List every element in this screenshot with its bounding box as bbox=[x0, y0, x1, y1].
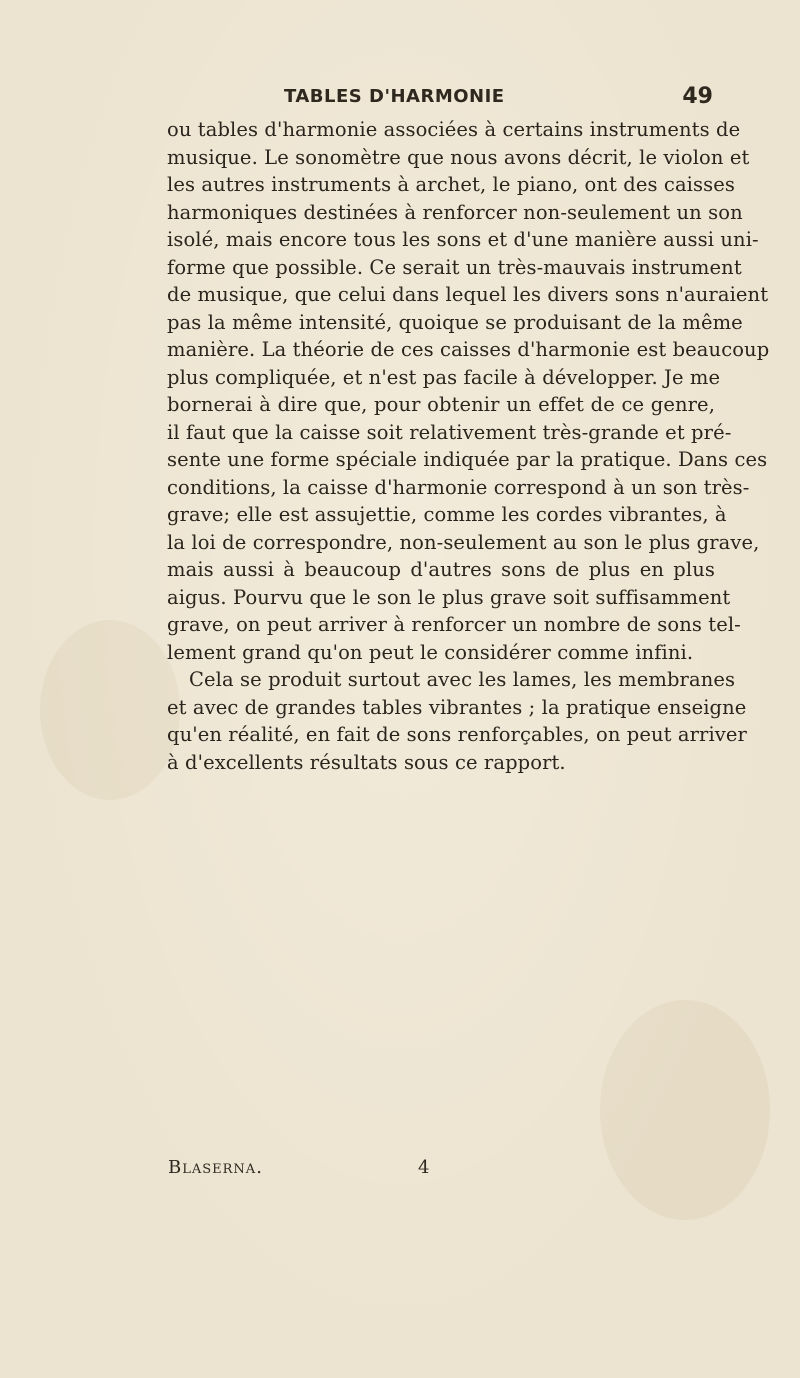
text-line: forme que possible. Ce serait un très-mauvais instrument bbox=[167, 255, 742, 279]
text-line: grave; elle est assujettie, comme les cordes vibrantes, à bbox=[167, 503, 727, 526]
body-text bbox=[167, 116, 770, 776]
text-line: pas la même intensité, quoique se produisant de la même bbox=[167, 310, 743, 334]
signature-author: Blaserna. bbox=[168, 1157, 263, 1178]
text-line: la loi de correspondre, non-seulement au son le plus grave, bbox=[167, 530, 760, 554]
text-line: mais aussi à beaucoup d'autres sons de plus en plus bbox=[167, 558, 715, 581]
running-header bbox=[168, 86, 713, 116]
text-line: à d'excellents résultats sous ce rapport. bbox=[167, 750, 566, 774]
text-line: isolé, mais encore tous les sons et d'une manière aussi uni- bbox=[167, 228, 759, 251]
text-line: Cela se produit surtout avec les lames, les membranes bbox=[189, 668, 736, 691]
paper-stain bbox=[600, 1000, 770, 1220]
text-line: les autres instruments à archet, le piano, ont des caisses bbox=[167, 173, 735, 196]
text-line: il faut que la caisse soit relativement très-grande et pré- bbox=[167, 420, 732, 444]
signature-number: 4 bbox=[418, 1157, 430, 1178]
text-line: plus compliquée, et n'est pas facile à développer. Je me bbox=[167, 365, 721, 389]
paragraph bbox=[167, 116, 770, 666]
text-line: conditions, la caisse d'harmonie correspond à un son très- bbox=[167, 475, 750, 499]
text-line: aigus. Pourvu que le son le plus grave soit suffisamment bbox=[167, 585, 731, 609]
text-line: qu'en réalité, en fait de sons renforçables, on peut arriver bbox=[167, 723, 747, 746]
running-title: TABLES D'HARMONIE bbox=[284, 86, 505, 107]
paper-stain bbox=[40, 620, 180, 800]
paragraph bbox=[167, 666, 747, 776]
text-line: musique. Le sonomètre que nous avons décrit, le violon et bbox=[167, 145, 750, 169]
text-line: lement grand qu'on peut le considérer comme infini. bbox=[167, 640, 694, 664]
text-line: ou tables d'harmonie associées à certains instruments de bbox=[167, 118, 741, 141]
text-line: grave, on peut arriver à renforcer un nombre de sons tel- bbox=[167, 613, 741, 636]
text-line: sente une forme spéciale indiquée par la pratique. Dans ces bbox=[167, 448, 768, 471]
text-line: et avec de grandes tables vibrantes ; la pratique enseigne bbox=[167, 695, 747, 719]
text-line: manière. La théorie de ces caisses d'harmonie est beaucoup bbox=[167, 338, 770, 361]
text-line: de musique, que celui dans lequel les divers sons n'auraient bbox=[167, 283, 769, 306]
signature-mark bbox=[168, 1157, 588, 1187]
text-line: bornerai à dire que, pour obtenir un effet de ce genre, bbox=[167, 393, 715, 416]
page-number: 49 bbox=[682, 84, 713, 109]
text-line: harmoniques destinées à renforcer non-seulement un son bbox=[167, 200, 743, 224]
